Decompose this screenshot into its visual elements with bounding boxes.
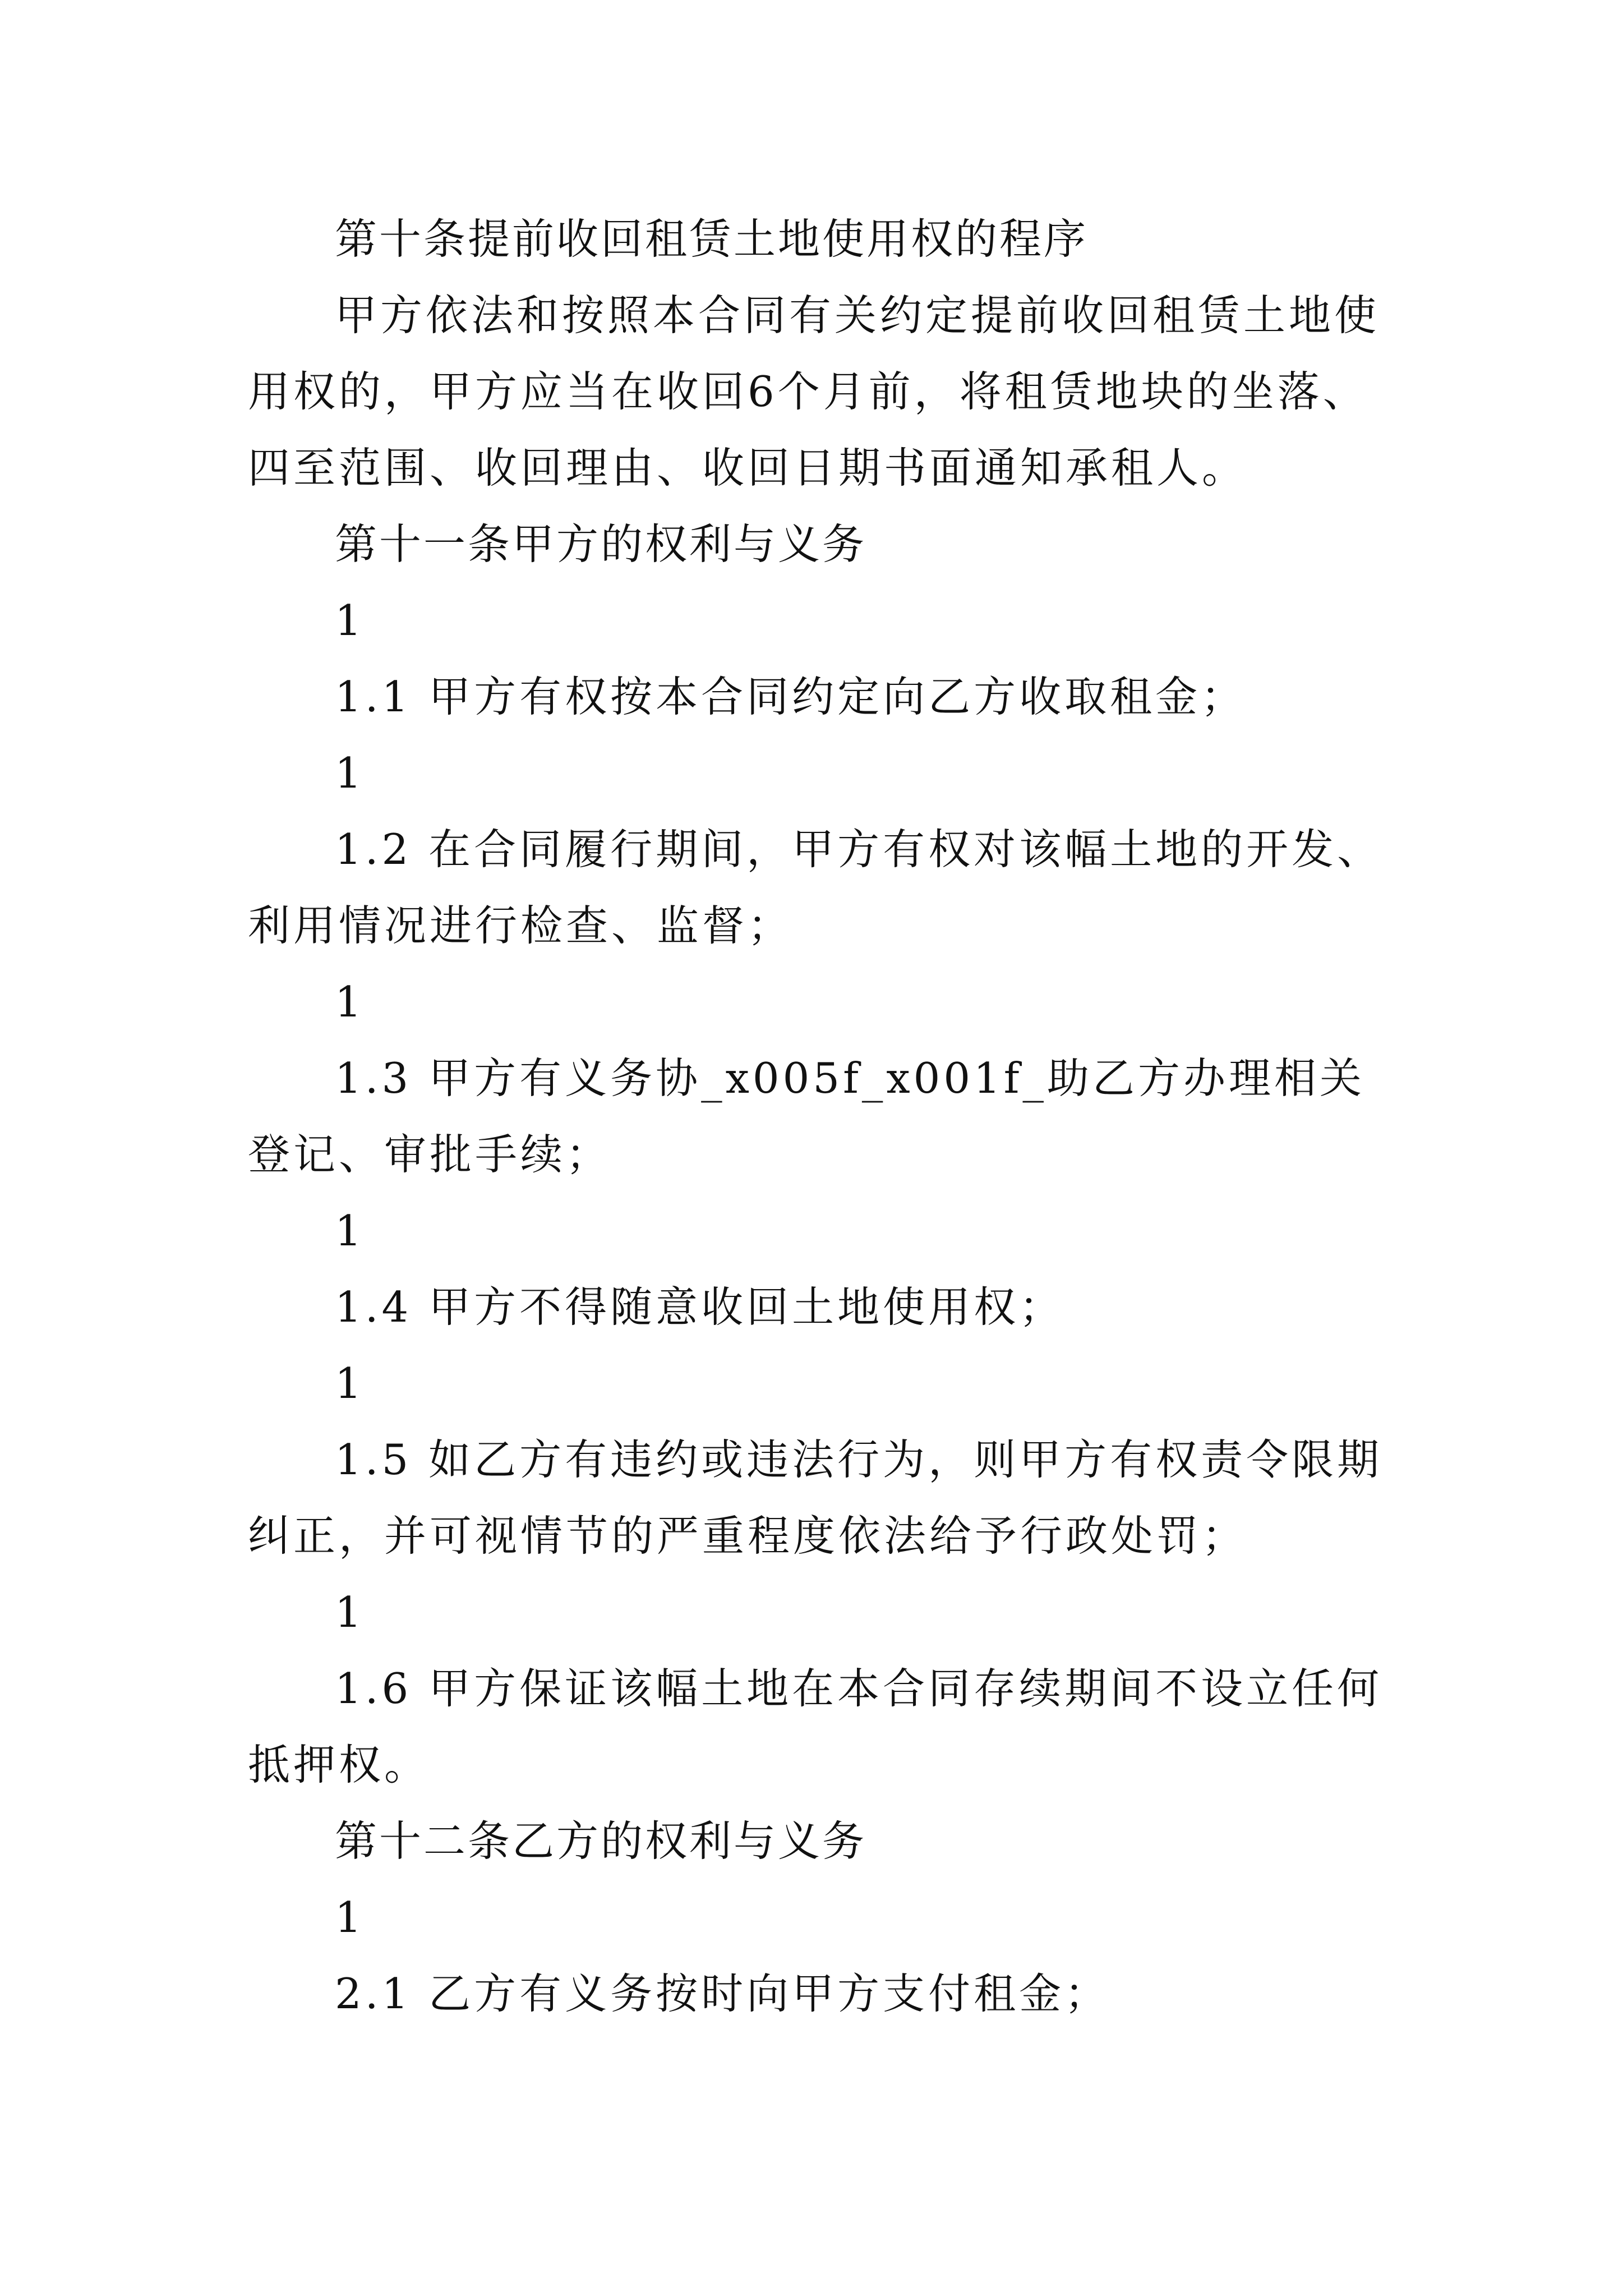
paragraph-10-body: 甲方依法和按照本合同有关约定提前收回租赁土地使用权的，甲方应当在收回6个月前，将租赁地块的坐落、四至范围、收回理由、收回日期书面通知承租人。 [248,291,1380,493]
clause-2-1: 2.1 乙方有义务按时向甲方支付租金； [335,1969,1110,2018]
clause-1-1: 1.1 甲方有权按本合同约定向乙方收取租金； [335,672,1247,721]
clause-1-2: 1.2 在合同履行期间，甲方有权对该幅土地的开发、利用情况进行检查、监督； [248,825,1383,950]
clause-1-4: 1.4 甲方不得随意收回土地使用权； [335,1282,1065,1332]
section-heading-11: 第十一条甲方的权利与义务 [335,519,867,569]
list-number: 1 [335,977,362,1027]
clause-1-3: 1.3 甲方有义务协_x005f_x001f_助乙方办理相关登记、审批手续； [248,1053,1366,1179]
list-number: 1 [335,1206,362,1255]
section-heading-10: 第十条提前收回租赁土地使用权的程序 [335,214,1089,264]
list-number: 1 [335,1359,362,1408]
clause-1-5: 1.5 如乙方有违约或违法行为，则甲方有权责令限期纠正，并可视情节的严重程度依法给予行政处罚； [248,1435,1383,1561]
list-number: 1 [335,748,362,798]
list-number: 1 [335,1893,362,1942]
clause-1-6: 1.6 甲方保证该幅土地在本合同存续期间不设立任何抵押权。 [248,1664,1383,1789]
document-body [248,201,1392,2032]
list-number: 1 [335,1588,362,1637]
list-number: 1 [335,596,362,645]
section-heading-12: 第十二条乙方的权利与义务 [335,1816,867,1866]
